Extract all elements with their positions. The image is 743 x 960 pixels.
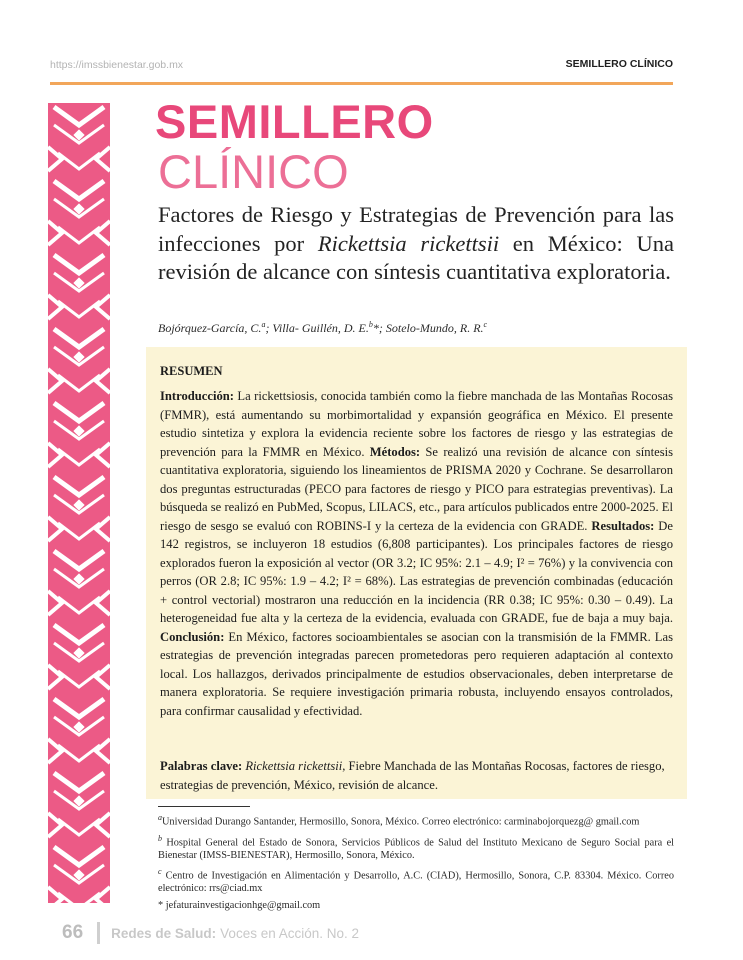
author-1-affil: a — [261, 320, 266, 329]
header-section-label: SEMILLERO CLÍNICO — [565, 58, 673, 70]
conclusion-label: Conclusión: — [160, 629, 225, 644]
page-number: 66 — [62, 922, 84, 943]
abstract-body — [160, 387, 673, 720]
results-label: Resultados: — [591, 518, 655, 533]
footnote-mark: a — [158, 813, 162, 822]
keywords — [160, 757, 673, 794]
author-3: ; Sotelo-Mundo, R. R. — [378, 321, 484, 335]
title-species: Rickettsia rickettsii — [317, 230, 500, 256]
footnotes — [158, 812, 674, 916]
article-title — [158, 201, 674, 287]
conclusion-text: En México, factores socioambientales se asocian con la transmisión de la FMMR. Las estrategias de prevención integradas parecen prometedoras pero requieren adaptación al contexto local. Los hallazgos, derivados principalmente de estudios observacionales, deben interpretarse de manera exploratoria. Se requiere investigación primaria robusta, incluyendo ensayos controlados, para confirmar causalidad y efectividad. — [160, 629, 673, 718]
header-divider — [50, 82, 673, 85]
footnote-mark: c — [158, 867, 162, 877]
author-3-affil: c — [483, 320, 488, 329]
page-footer — [62, 921, 359, 945]
footnote-text: Centro de Investigación en Alimentación y Desarrollo, A.C. (CIAD), Hermosillo, Sonora, C.P. 83304. México. Correo electrónico: rrs@ciad.mx — [158, 870, 674, 895]
footnote-text: Universidad Durango Santander, Hermosillo, Sonora, México. Correo electrónico: carminabojorquezg@ gmail.com — [162, 816, 640, 828]
footnote-text: Hospital General del Estado de Sonora, Servicios Públicos de Salud del Instituto Mexicano de Seguro Social para el Bienestar (IMSS-BIENESTAR), Hermosillo, Sonora, México. — [158, 837, 674, 861]
keywords-species: Rickettsia rickettsii — [245, 759, 343, 773]
decorative-side-band — [48, 103, 110, 903]
author-2: ; Villa- Guillén, D. E. — [265, 321, 369, 335]
author-1: Bojórquez-García, C. — [158, 321, 262, 335]
title-part2: en México: Una revisión de alcance con síntesis cuantitativa exploratoria. — [158, 230, 674, 284]
author-2-affil: b — [368, 320, 373, 329]
intro-label: Introducción: — [160, 389, 234, 403]
footnote-c — [158, 866, 674, 895]
methods-label: Métodos: — [369, 444, 421, 459]
footnote-mark: * — [158, 899, 164, 911]
methods-text: Se realizó una revisión de alcance con síntesis cuantitativa exploratoria, siguiendo los lineamientos de PRISMA 2020 y Cochrane. Se desarrollaron dos preguntas estructuradas (PECO para factores de riesgo y PICO para estrategias preventivas). La búsqueda se realizó en PubMed, Scopus, LILACS, etc., para artículos publicados entre 2000-2025. El riesgo de sesgo se evaluó con ROBINS-I y la certeza de la evidencia con GRADE. — [160, 444, 673, 533]
footer-separator — [97, 922, 100, 944]
footnote-mark: b — [158, 833, 162, 843]
footnote-star — [158, 900, 674, 913]
author-2-mark: * — [372, 321, 379, 335]
abstract-heading: RESUMEN — [160, 364, 223, 378]
intro-text: La rickettsiosis, conocida también como la fiebre manchada de las Montañas Rocosas (FMMR), está aumentando su morbimortalidad y expansión geográfica en México. El presente estudio sintetiza y explora la evidencia reciente sobre los factores de riesgo y las estrategias de prevención para la FMMR en México. — [160, 389, 673, 459]
brand-title-line1: SEMILLERO — [155, 95, 434, 148]
footnote-text: jefaturainvestigacionhge@gmail.com — [163, 899, 321, 911]
header-url[interactable]: https://imssbienestar.gob.mx — [50, 59, 184, 71]
journal-name: Redes de Salud: — [111, 925, 217, 941]
title-part1: Factores de Riesgo y Estrategias de Prevención para las infecciones por — [158, 202, 674, 256]
journal-issue: Voces en Acción. No. 2 — [220, 925, 360, 941]
footnote-divider — [158, 806, 250, 807]
footnote-b — [158, 833, 674, 862]
footnote-a — [158, 812, 674, 829]
keywords-label: Palabras clave: — [160, 759, 243, 773]
authors-line — [158, 320, 487, 336]
brand-title-line2: CLÍNICO — [158, 145, 349, 198]
results-text: De 142 registros, se incluyeron 18 estudios (6,808 participantes). Los principales factores de riesgo explorados fueron la exposición al vector (OR 3.2; IC 95%: 2.1 – 4.9; I² = 76%) y la convivencia con perros (OR 2.8; IC 95%: 1.9 – 4.2; I² = 68%). Las estrategias de prevención combinadas (educación + control vectorial) mostraron una reducción en la incidencia (RR 0.38; IC 95%: 0.30 – 0.49). La heterogeneidad fue alta y la certeza de la evidencia, evaluada con GRADE, fue de baja a muy baja. — [160, 518, 673, 625]
keywords-text: , Fiebre Manchada de las Montañas Rocosas, factores de riesgo, estrategias de prevención, México, revisión de alcance. — [160, 759, 665, 792]
